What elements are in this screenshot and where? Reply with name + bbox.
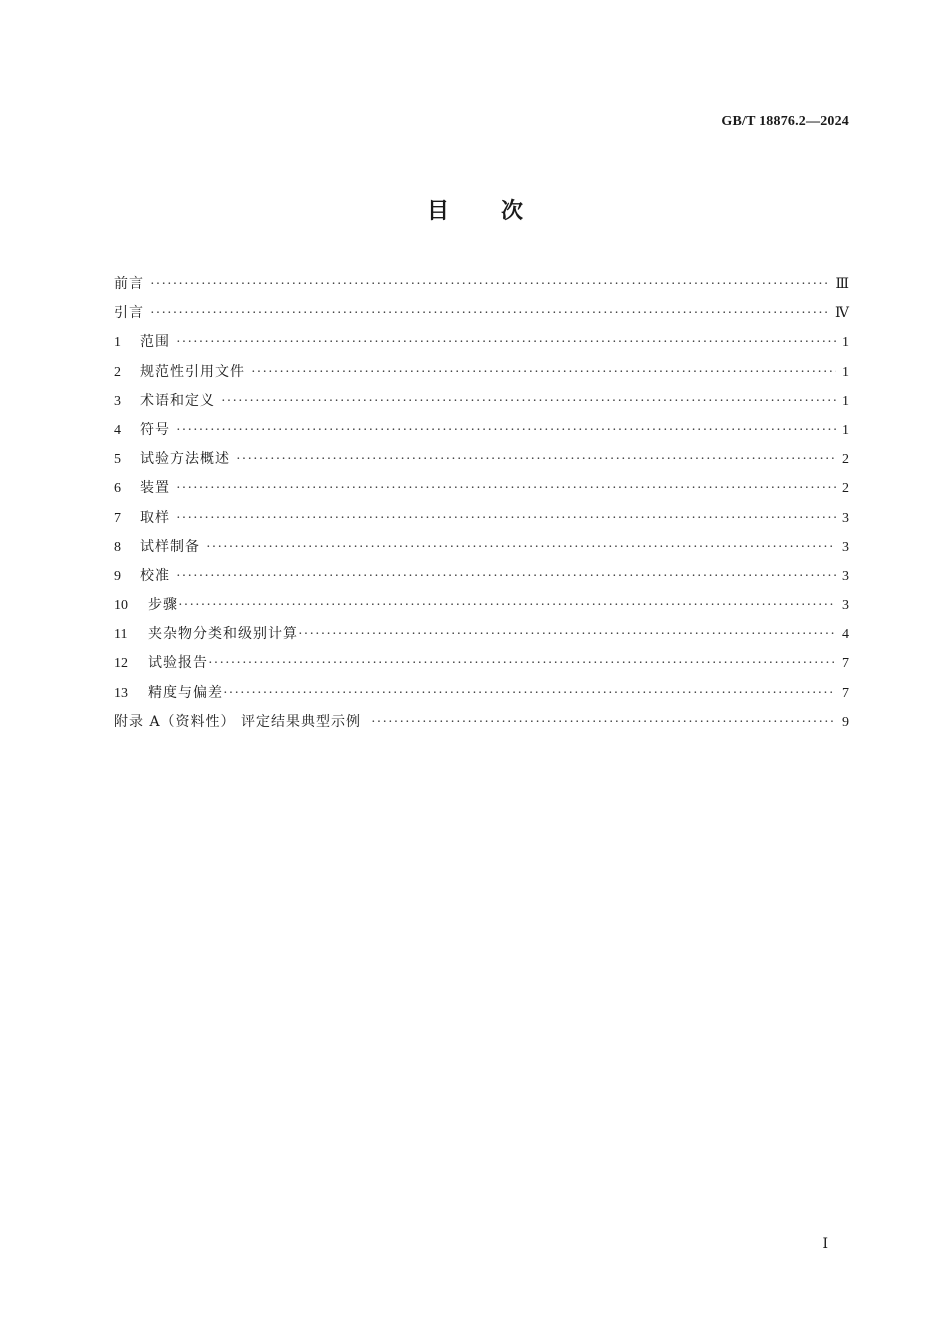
toc-entry-9[interactable] (114, 562, 849, 591)
toc-entry-annex-a[interactable] (114, 708, 849, 737)
toc-entry-label: 试样制备 (140, 538, 200, 555)
toc-entry-label: 试验报告 (148, 655, 208, 672)
toc-leader-dots (150, 299, 829, 328)
toc-leader-dots (251, 358, 836, 387)
toc-entry-label: 引言 (114, 305, 144, 322)
toc-entry-page: 2 (842, 481, 849, 497)
toc-entry-1[interactable] (114, 328, 849, 357)
toc-entry-page: 3 (842, 539, 849, 555)
toc-entry-page: Ⅲ (835, 277, 849, 292)
toc-entry-label: 取样 (140, 509, 170, 526)
toc-entry-page: 3 (842, 568, 849, 584)
toc-entry-page: 9 (842, 714, 849, 730)
toc-entry-4[interactable] (114, 416, 849, 445)
title-part-1: 目 (426, 199, 449, 224)
toc-entry-number: 6 (114, 481, 121, 497)
toc-entry-page: 3 (842, 510, 849, 526)
toc-leader-dots (176, 416, 836, 445)
toc-entry-10[interactable] (114, 591, 849, 620)
toc-leader-dots (176, 328, 836, 357)
toc-entry-number: 12 (114, 656, 128, 672)
toc-entry-label: 步骤 (148, 597, 178, 614)
toc-entry-number: 8 (114, 539, 121, 555)
toc-entry-foreword[interactable] (114, 270, 849, 299)
toc-entry-number: 4 (114, 422, 121, 438)
toc-entry-page: 1 (842, 393, 849, 409)
toc-entry-number: 13 (114, 685, 128, 701)
toc-entry-number: 11 (114, 627, 128, 643)
toc-entry-13[interactable] (114, 679, 849, 708)
table-of-contents (114, 270, 849, 737)
toc-entry-label: 前言 (114, 276, 144, 292)
toc-leader-dots (178, 591, 836, 620)
toc-entry-number: 9 (114, 568, 121, 584)
toc-entry-number: 7 (114, 510, 121, 526)
toc-entry-page: 3 (842, 598, 849, 614)
toc-entry-3[interactable] (114, 387, 849, 416)
toc-entry-label: 试验方法概述 (140, 451, 230, 468)
toc-leader-dots (176, 474, 836, 503)
toc-entry-page: 2 (842, 452, 849, 468)
toc-entry-page: 1 (842, 364, 849, 380)
toc-entry-label: 校准 (140, 567, 170, 584)
toc-entry-number: 3 (114, 393, 121, 409)
toc-leader-dots (221, 387, 836, 416)
toc-entry-label: 范围 (140, 334, 170, 351)
toc-entry-page: 4 (842, 627, 849, 643)
title-part-2: 次 (501, 199, 524, 224)
toc-leader-dots (176, 504, 836, 533)
toc-entry-page: 1 (842, 335, 849, 351)
toc-leader-dots (371, 708, 836, 737)
toc-leader-dots (208, 649, 836, 678)
standard-code: GB/T 18876.2—2024 (721, 114, 849, 129)
toc-entry-11[interactable] (114, 620, 849, 649)
toc-leader-dots (298, 620, 836, 649)
toc-entry-page: 7 (842, 685, 849, 701)
toc-leader-dots (223, 679, 836, 708)
toc-entry-12[interactable] (114, 649, 849, 678)
page-number: Ⅰ (822, 1237, 828, 1252)
toc-leader-dots (236, 445, 836, 474)
toc-entry-8[interactable] (114, 533, 849, 562)
toc-entry-introduction[interactable] (114, 299, 849, 328)
toc-entry-page: Ⅳ (835, 306, 849, 322)
toc-entry-label: 规范性引用文件 (140, 363, 245, 380)
toc-entry-label: 装置 (140, 480, 170, 497)
toc-entry-number: 10 (114, 598, 128, 614)
toc-entry-6[interactable] (114, 474, 849, 503)
toc-leader-dots (206, 533, 836, 562)
page-title (0, 194, 950, 225)
toc-leader-dots (150, 270, 829, 299)
toc-entry-2[interactable] (114, 358, 849, 387)
toc-entry-5[interactable] (114, 445, 849, 474)
toc-leader-dots (176, 562, 836, 591)
toc-entry-7[interactable] (114, 504, 849, 533)
toc-entry-label: 术语和定义 (140, 392, 215, 409)
toc-entry-page: 1 (842, 422, 849, 438)
toc-entry-number: 5 (114, 452, 121, 468)
toc-entry-label: 夹杂物分类和级别计算 (148, 626, 298, 643)
toc-entry-number: 1 (114, 335, 121, 351)
toc-entry-label: 附录 A（资料性） 评定结果典型示例 (114, 713, 362, 730)
toc-entry-number: 2 (114, 364, 121, 380)
toc-entry-label: 符号 (140, 421, 170, 438)
toc-entry-label: 精度与偏差 (148, 684, 223, 701)
toc-entry-page: 7 (842, 656, 849, 672)
